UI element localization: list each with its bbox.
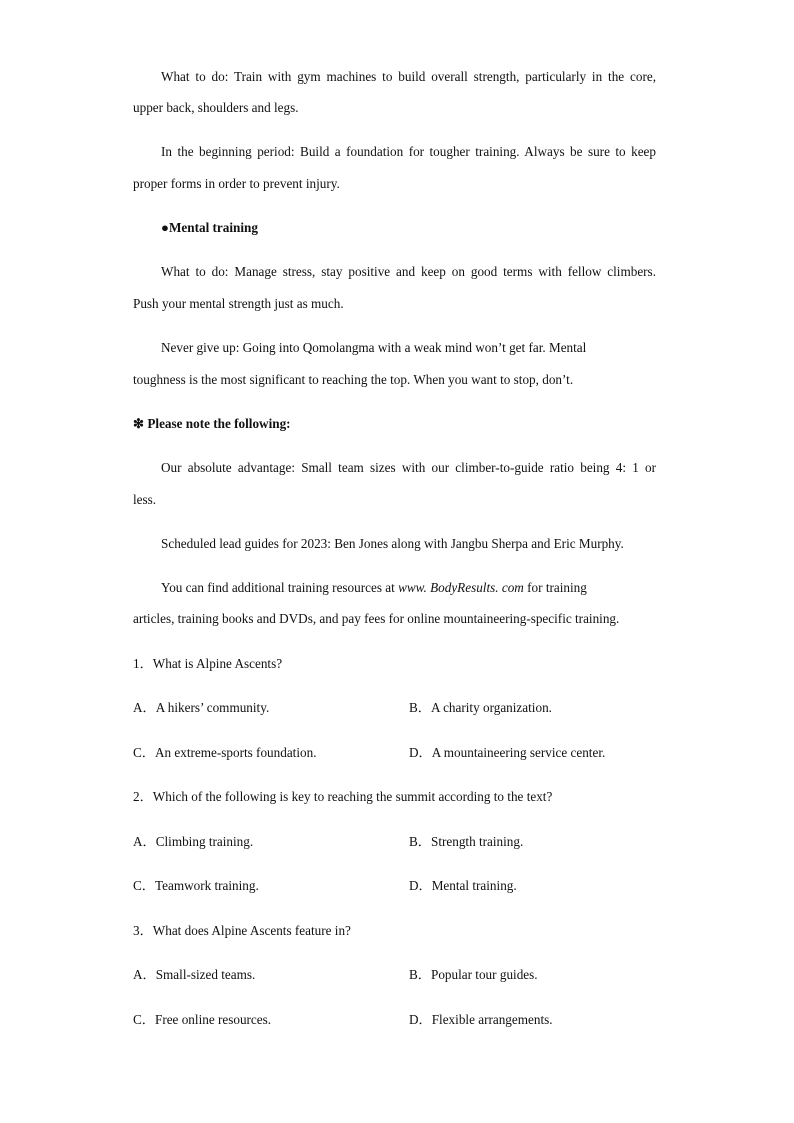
paragraph-line: proper forms in order to prevent injury. [133,176,340,191]
section-heading-mental: ●Mental training [161,220,258,235]
option-d: D．A mountaineering service center. [409,745,606,760]
paragraph-line: In the beginning period: Build a foundation for tougher training. Always be sure to keep [161,144,656,159]
paragraph-text: for training [523,580,587,595]
section-heading-note: ❇ Please note the following: [133,416,291,431]
resource-url: www. BodyResults. com [398,580,524,595]
option-d: D．Mental training. [409,878,517,893]
paragraph-line: Scheduled lead guides for 2023: Ben Jones along with Jangbu Sherpa and Eric Murphy. [161,536,624,551]
paragraph-line: Push your mental strength just as much. [133,296,344,311]
option-b: B．Popular tour guides. [409,967,538,982]
paragraph-line [161,580,587,596]
option-a: A．A hikers’ community. [133,700,270,715]
paragraph-line: upper back, shoulders and legs. [133,100,299,115]
option-d: D．Flexible arrangements. [409,1012,553,1027]
paragraph-text: You can find additional training resources at [161,580,399,595]
paragraph-line: articles, training books and DVDs, and pay fees for online mountaineering-specific training. [133,611,620,626]
paragraph-line: Our absolute advantage: Small team sizes with our climber-to-guide ratio being 4: 1 or [161,460,656,475]
option-c: C．An extreme-sports foundation. [133,745,317,760]
option-a: A．Small-sized teams. [133,967,256,982]
option-c: C．Teamwork training. [133,878,259,893]
option-b: B．Strength training. [409,834,524,849]
paragraph-line: Never give up: Going into Qomolangma with a weak mind won’t get far. Mental [161,340,587,355]
question-stem: 3．What does Alpine Ascents feature in? [133,923,351,938]
paragraph-line: What to do: Train with gym machines to build overall strength, particularly in the core, [161,69,656,84]
question-stem: 1．What is Alpine Ascents? [133,656,283,671]
paragraph-line: What to do: Manage stress, stay positive and keep on good terms with fellow climbers. [161,264,656,279]
option-c: C．Free online resources. [133,1012,272,1027]
paragraph-line: toughness is the most significant to reaching the top. When you want to stop, don’t. [133,372,574,387]
question-stem: 2．Which of the following is key to reaching the summit according to the text? [133,789,553,804]
option-b: B．A charity organization. [409,700,552,715]
option-a: A．Climbing training. [133,834,254,849]
paragraph-line: less. [133,492,157,507]
